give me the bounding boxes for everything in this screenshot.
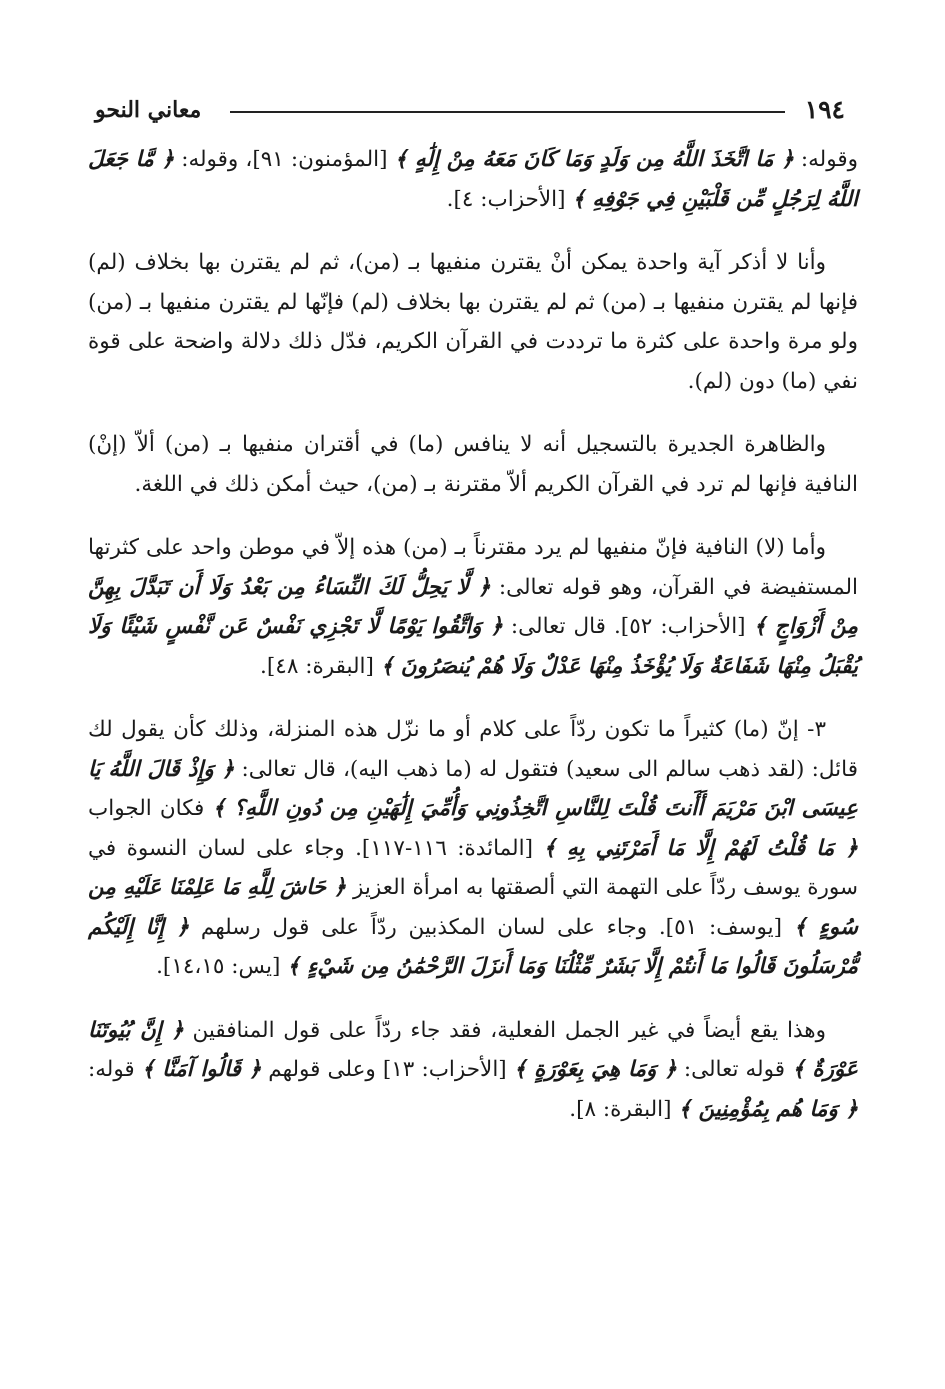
quran-quote: ﴿ مَا قُلْتُ لَهُمْ إِلَّا مَا أَمَرْتَنِي بِهِ ﴾ [543, 835, 858, 861]
quran-quote: ﴿ حَاشَ لِلَّهِ مَا عَلِمْنَا عَلَيْهِ مِن سُوءٍ ﴾ [88, 875, 858, 940]
text-run: وأنا لا أذكر آية واحدة يمكن أنْ يقترن منفيها بـ (من)، ثم لم يقترن بها بخلاف (لم) فإنها لم يقترن منفيها بـ (من) ثم لم يقترن بها بخلاف (لم) فإنّها لم يقترن منفيها بـ (من) ولو مرة واحدة على كثرة ما ترددت في القرآن الكريم، فدّل ذلك دلالة واضحة على قوة نفي (ما) دون (لم). [88, 250, 858, 394]
quran-quote: ﴿ مَّا جَعَلَ اللَّهُ لِرَجُلٍ مِّن قَلْبَيْنِ فِي جَوْفِهِ ﴾ [88, 147, 858, 212]
quran-quote: ﴿ إِنَّ بُيُوتَنَا عَوْرَةٌ ﴾ [88, 1017, 858, 1082]
text-run: فكان الجواب [88, 796, 213, 821]
text-run: ٣- إنّ (ما) كثيراً ما تكون ردّاً على كلام أو ما نزّل هذه المنزلة، وذلك كأن يقول لك قائل: (لقد ذهب سالم الى سعيد) فتقول له (ما ذهب اليه)، قال تعالى: [88, 717, 858, 782]
text-run: [يس: ١٤،١٥]. [156, 954, 288, 979]
text-run: وأما (لا) النافية فإنّ منفيها لم يرد مقترناً بـ (من) هذه إلاّ في موطن واحد على كثرتها المستفيضة في القرآن، وهو قوله تعالى: [88, 535, 858, 600]
quran-quote: ﴿ إِنَّا إِلَيْكُم مُّرْسَلُونَ قَالُوا مَا أَنتُمْ إِلَّا بَشَرٌ مِّثْلُنَا وَمَا أَنزَلَ الرَّحْمَٰنُ مِن شَيْءٍ ﴾ [88, 914, 858, 979]
paragraph-1 [88, 140, 858, 219]
text-run: [البقرة: ٤٨]. [260, 653, 381, 679]
quran-quote: ﴿ قَالُوا آمَنَّا ﴾ [141, 1057, 262, 1082]
text-run: قوله: [88, 1057, 142, 1082]
quran-quote: ﴿ لَّا يَحِلُّ لَكَ النِّسَاءُ مِن بَعْدُ وَلَا أَن تَبَدَّلَ بِهِنَّ مِنْ أَزْوَاجٍ ﴾ [88, 574, 859, 639]
paragraph-6 [88, 1011, 858, 1130]
quran-quote: ﴿ وَمَا هُم بِمُؤْمِنِينَ ﴾ [678, 1096, 858, 1122]
text-run: [الأحزاب: ٤]. [446, 186, 573, 212]
text-run: [البقرة: ٨]. [569, 1096, 679, 1122]
text-run: [الأحزاب: ٥٢]. قال تعالى: [502, 614, 754, 639]
quran-quote: ﴿ وَاتَّقُوا يَوْمًا لَّا تَجْزِي نَفْسٌ عَن نَّفْسٍ شَيْئًا وَلَا يُقْبَلُ مِنْهَا شَفَاعَةٌ وَلَا يُؤْخَذُ مِنْهَا عَدْلٌ وَلَا هُمْ يُنصَرُونَ ﴾ [88, 614, 858, 679]
page-header [95, 90, 845, 130]
text-run: قوله تعالى: [676, 1057, 793, 1082]
quran-quote: ﴿ وَإِذْ قَالَ اللَّهُ يَا عِيسَى ابْنَ مَرْيَمَ أَأَنتَ قُلْتَ لِلنَّاسِ اتَّخِذُونِي وَأُمِّيَ إِلَٰهَيْنِ مِن دُونِ اللَّهِ؟ ﴾ [88, 756, 858, 821]
text-run: [المؤمنون: ٩١]، وقوله: [174, 147, 395, 172]
quran-quote: ﴿ وَمَا هِيَ بِعَوْرَةٍ ﴾ [513, 1057, 677, 1082]
text-run: [يوسف: ٥١]. وجاء على لسان المكذبين ردّاً على قول رسلهم [189, 914, 794, 940]
text-run: والظاهرة الجديرة بالتسجيل أنه لا ينافس (ما) في أقتران منفيها بـ (من) ألاّ (إنْ) النافية فإنها لم ترد في القرآن الكريم ألاّ مقترنة بـ (من)، حيث أمكن ذلك في اللغة. [88, 432, 858, 497]
page-number: ١٩٤ [804, 95, 845, 124]
text-run: وقوله: [793, 147, 858, 172]
paragraph-3 [88, 425, 858, 504]
paragraph-4 [88, 528, 858, 686]
paragraph-2 [88, 243, 858, 401]
paragraph-5 [88, 710, 858, 987]
text-run: [المائدة: ١١٦-١١٧]. وجاء على لسان النسوة في سورة يوسف ردّاً على التهمة التي ألصقتها به امرأة العزيز [88, 835, 858, 900]
text-run: [الأحزاب: ١٣] وعلى قولهم [261, 1057, 514, 1082]
header-rule [230, 111, 785, 113]
running-title: معاني النحو [95, 97, 202, 123]
page-body [88, 140, 858, 1153]
quran-quote: ﴿ مَا اتَّخَذَ اللَّهُ مِن وَلَدٍ وَمَا كَانَ مَعَهُ مِنْ إِلَٰهٍ ﴾ [394, 147, 794, 172]
text-run: وهذا يقع أيضاً في غير الجمل الفعلية، فقد جاء ردّاً على قول المنافقين [183, 1017, 826, 1043]
